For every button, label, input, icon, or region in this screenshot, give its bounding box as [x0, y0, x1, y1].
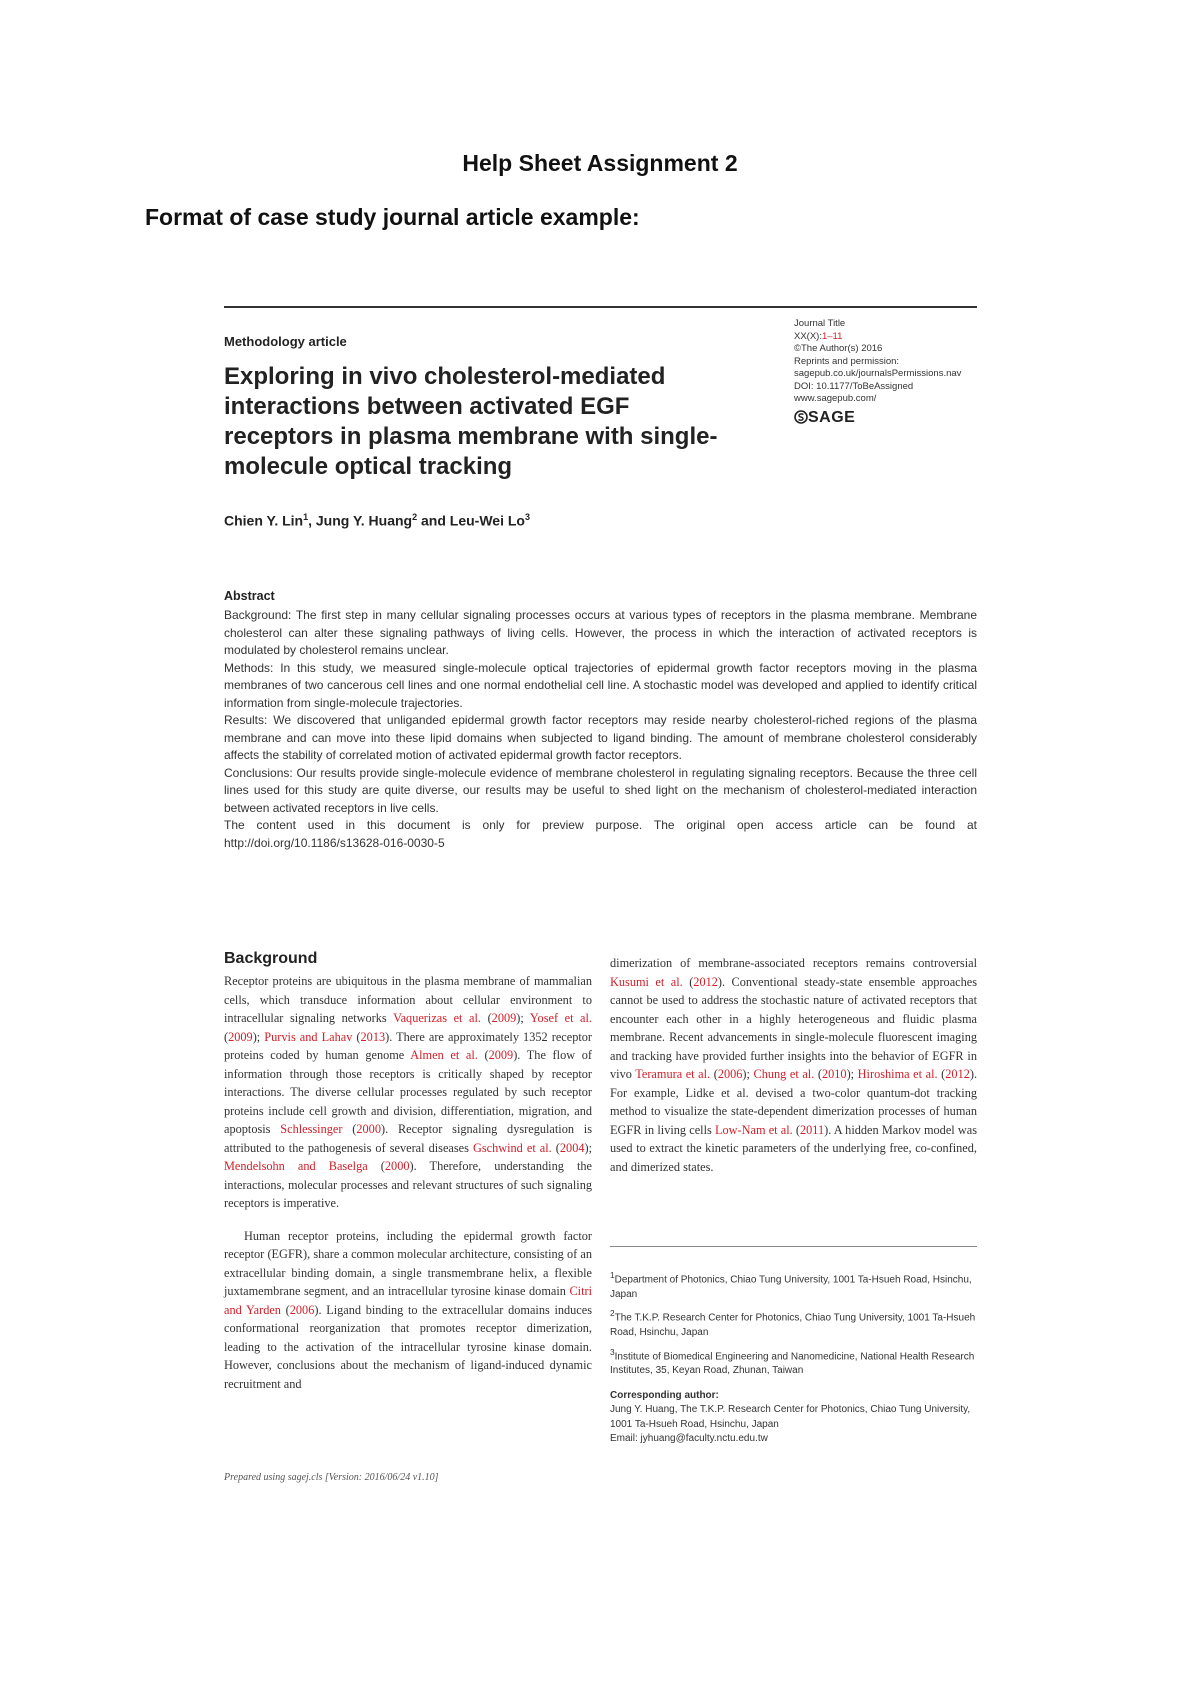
citation-year-link[interactable]: 2011	[799, 1122, 825, 1137]
corresponding-author-email[interactable]: Email: jyhuang@faculty.nctu.edu.tw	[610, 1433, 768, 1445]
citation-link[interactable]: Almen et al.	[410, 1048, 478, 1062]
journal-doi: DOI: 10.1177/ToBeAssigned	[794, 380, 914, 392]
background-paragraph-3: dimerization of membrane-associated receptors remains controversial Kusumi et al. (2012). Conventional steady-state ensemble approaches cannot be used to address the stochastic nature of activated receptors that encounter each other in a highly heterogeneous and fluidic plasma membrane. Recent advancements in single-molecule fluorescent imaging and tracking have provided further insights into the behavior of EGFR in vivo Teramura et al. (2006); Chung et al. (2010); Hiroshima et al. (2012). For example, Lidke et al. devised a two-color quantum-dot tracking method to visualize the state-dependent dimerization processes of human EGFR in living cells Low-Nam et al. (2011). A hidden Markov model was used to extract the kinetic parameters of the underlying free, co-confined, and dimerized states.	[610, 956, 978, 1174]
author-1: Chien Y. Lin	[224, 512, 304, 529]
citation-year-link[interactable]: 2009	[488, 1048, 514, 1062]
citation-year-link[interactable]: 2009	[491, 1011, 517, 1025]
background-paragraph-1: Receptor proteins are ubiquitous in the plasma membrane of mammalian cells, which transduce information about cellular environment to intracellular signaling networks Vaquerizas et al. (2009); Yosef et al. (2009); Purvis and Lahav (2013). There are approximately 1352 receptor proteins coded by human genome Almen et al. (2009). The flow of information through those receptors is critically shaped by receptor interactions. The diverse cellular processes regulated by such receptor proteins include cell growth and division, differentiation, migration, and apoptosis Schlessinger (2000). Receptor signaling dysregulation is attributed to the pathogenesis of several diseases Gschwind et al. (2004); Mendelsohn and Baselga (2000). Therefore, understanding the interactions, molecular processes and relevant structures of such signaling receptors is imperative.	[224, 974, 593, 1210]
citation-link[interactable]: Purvis and Lahav	[264, 1029, 353, 1044]
author-2: Jung Y. Huang	[315, 512, 413, 529]
citation-link[interactable]: Hiroshima et al.	[857, 1067, 938, 1081]
journal-reprints: Reprints and permission:	[794, 355, 900, 367]
citation-link[interactable]: Citri and Yarden	[224, 1284, 592, 1317]
corresponding-author-address: Jung Y. Huang, The T.K.P. Research Center for Photonics, Chiao Tung University, 1001 Ta-Hsueh Road, Hsinchu, Japan	[610, 1404, 971, 1430]
citation-link[interactable]: Mendelsohn and Baselga	[224, 1159, 368, 1173]
left-column	[224, 972, 592, 1393]
footnote-affiliation-2: $^2$The T.K.P. Research Center for Photonics, Chiao Tung University, 1001 Ta-Hsueh Road, Hsinchu, Japan	[610, 1308, 976, 1339]
citation-year-link[interactable]: 2000	[356, 1122, 381, 1136]
journal-website-link[interactable]: www.sagepub.com/	[794, 393, 877, 404]
article-title: Exploring in vivo cholesterol-mediated interactions between activated EGF receptors in plasma membrane with single-molecule optical tracking	[224, 363, 718, 480]
citation-link[interactable]: Kusumi et al.	[610, 974, 683, 989]
citation-link[interactable]: Gschwind et al.	[472, 1140, 552, 1155]
citation-year-link[interactable]: 2010	[821, 1067, 847, 1081]
background-paragraph-2: Human receptor proteins, including the epidermal growth factor receptor (EGFR), share a common molecular architecture, consisting of an extracellular binding domain, a single transmembrane helix, a flexible juxtamembrane segment, and an intracellular tyrosine kinase domain Citri and Yarden (2006). Ligand binding to the extracellular domains induces conformational reorganization that promotes receptor dimerization, leading to the activation of the intracellular tyrosine kinase domain. However, conclusions about the mechanism of ligand-induced dynamic recruitment and	[224, 1228, 593, 1391]
citation-link[interactable]: Low-Nam et al.	[714, 1122, 793, 1137]
help-sheet-title: Help Sheet Assignment 2	[462, 150, 738, 176]
article-type-label: Methodology article	[224, 334, 347, 349]
abstract-background: Background: The first step in many cellular signaling processes occurs at various types of receptors in the plasma membrane. Membrane cholesterol can alter these signaling pathways of living cells. However, the process in which the interaction of activated receptors is modulated by cholesterol remains unclear.	[224, 608, 977, 657]
citation-link[interactable]: Teramura et al.	[635, 1067, 711, 1081]
footnotes-block	[610, 1268, 977, 1451]
footnote-affiliation-3: $^3$Institute of Biomedical Engineering and Nanomedicine, National Health Research Institutes, 35, Keyan Road, Zhunan, Taiwan	[610, 1346, 975, 1377]
citation-year-link[interactable]: 2009	[228, 1029, 253, 1044]
abstract-heading: Abstract	[224, 589, 275, 603]
citation-link[interactable]: Vaquerizas et al.	[393, 1011, 481, 1025]
citation-link[interactable]: Chung et al.	[753, 1067, 815, 1081]
typeset-note: Prepared using sagej.cls [Version: 2016/06/24 v1.10]	[224, 1472, 439, 1483]
background-heading: Background	[224, 950, 318, 967]
journal-pages: 1–11	[821, 330, 843, 342]
help-sheet-subtitle: Format of case study journal article example:	[145, 204, 640, 230]
abstract-preview-note: The content used in this document is only for preview purpose. The original open access article can be found at http://doi.org/10.1186/s13628-016-0030-5	[224, 818, 977, 850]
citation-year-link[interactable]: 2006	[717, 1067, 743, 1081]
citation-year-link[interactable]: 2012	[693, 974, 718, 989]
citation-link[interactable]: Yosef et al.	[529, 1011, 593, 1025]
footnote-affiliation-1: $^1$Department of Photonics, Chiao Tung University, 1001 Ta-Hsueh Road, Hsinchu, Japan	[610, 1270, 972, 1300]
citation-link[interactable]: Schlessinger	[280, 1122, 343, 1136]
author-3: and Leu-Wei Lo	[421, 512, 525, 529]
sage-logo-icon	[794, 410, 808, 424]
journal-volume: XX(X):1–11	[794, 330, 843, 342]
abstract-results: Results: We discovered that unliganded epidermal growth factor receptors may reside nearby cholesterol-riched regions of the plasma membrane and can move into these lipid domains when subjected to ligand binding. The amount of membrane cholesterol considerably affects the stability of correlated motion of activated epidermal growth factor receptors.	[224, 713, 977, 762]
citation-year-link[interactable]: 2006	[289, 1302, 315, 1317]
journal-copyright: ©The Author(s) 2016	[794, 343, 883, 354]
citation-year-link[interactable]: 2012	[945, 1067, 970, 1081]
abstract-conclusions: Conclusions: Our results provide single-molecule evidence of membrane cholesterol in regulating signaling receptors. Because the three cell lines used for this study are quite diverse, our results may be useful to shed light on the mechanism of cholesterol-mediated interaction between activated receptors in live cells.	[224, 765, 977, 815]
abstract-methods: Methods: In this study, we measured single-molecule optical trajectories of epidermal growth factor receptors moving in the plasma membranes of two cancerous cell lines and one normal endothelial cell line. A stochastic model was developed and applied to identify critical information from single-molecule trajectories.	[224, 660, 977, 710]
journal-title: Journal Title	[794, 318, 846, 329]
citation-year-link[interactable]: 2004	[559, 1140, 585, 1155]
citation-year-link[interactable]: 2013	[360, 1029, 386, 1044]
corresponding-author-heading: Corresponding author:	[610, 1389, 719, 1401]
journal-info-block	[794, 318, 984, 424]
abstract-body	[224, 607, 977, 852]
footnote-rule	[610, 1246, 977, 1247]
citation-year-link[interactable]: 2000	[384, 1159, 410, 1173]
article-top-rule	[224, 306, 977, 308]
right-column	[610, 954, 977, 1176]
author-list: Chien Y. Lin$^1$, Jung Y. Huang$^2$ and Leu-Wei Lo$^3$	[224, 512, 530, 529]
journal-permissions-link[interactable]: sagepub.co.uk/journalsPermissions.nav	[794, 368, 962, 379]
sage-logo: SAGE	[794, 410, 984, 425]
